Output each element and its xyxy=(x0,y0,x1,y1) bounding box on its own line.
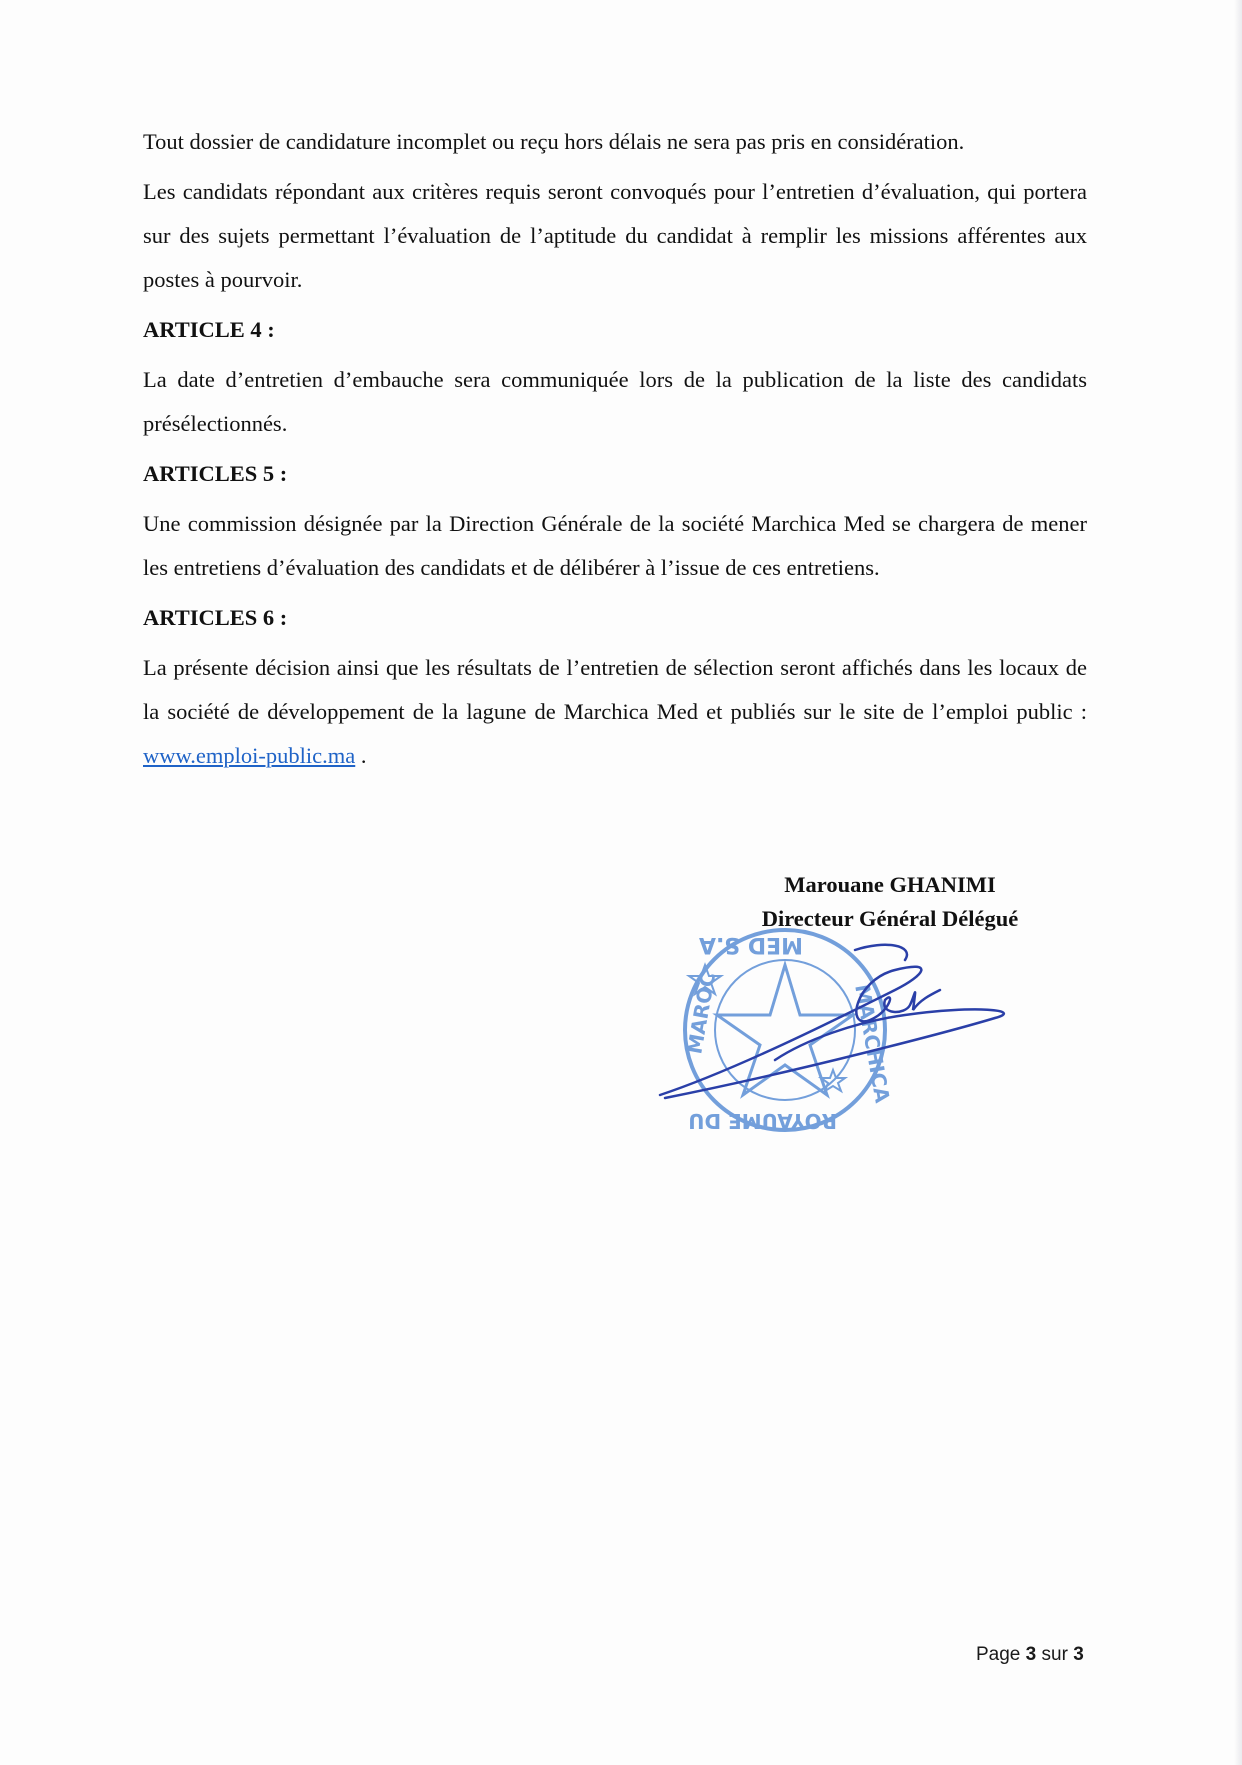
stamp-text-top: MED S.A xyxy=(698,932,803,957)
page-sep: sur xyxy=(1041,1644,1068,1665)
stamp-seal xyxy=(682,930,894,1133)
paragraph-incomplete-dossier: Tout dossier de candidature incomplet ou reçu hors délais ne sera pas pris en considération. xyxy=(143,129,965,154)
stamp-text-left: MAROC xyxy=(682,970,721,1056)
article-6-text xyxy=(143,646,1087,778)
article-6-heading: ARTICLES 6 : xyxy=(143,605,288,630)
article-4-text: La date d’entretien d’embauche sera communiquée lors de la publication de la liste des candidats présélectionnés. xyxy=(143,367,1087,436)
article-5-heading: ARTICLES 5 : xyxy=(143,461,288,486)
article-6-text-main: La présente décision ainsi que les résultats de l’entretien de sélection seront affichés dans les locaux de la société de développement de la lagune de Marchica Med et publiés sur le site de l’emploi public : xyxy=(143,655,1087,724)
page-label: Page xyxy=(976,1644,1021,1665)
page-current: 3 xyxy=(1025,1644,1037,1665)
paragraph-candidates-convocation: Les candidats répondant aux critères requis seront convoqués pour l’entretien d’évaluation, qui portera sur des sujets permettant l’évaluation de l’aptitude du candidat à remplir les missions afférentes aux postes à pourvoir. xyxy=(143,179,1087,292)
stamp-text-right: MARCHICA xyxy=(850,982,895,1105)
page-total: 3 xyxy=(1073,1644,1084,1665)
page-footer xyxy=(976,1644,1084,1666)
document-body xyxy=(143,120,1087,784)
stamp-text-bottom: ROYAUME DU xyxy=(688,1109,837,1133)
star-icon xyxy=(717,965,853,1095)
signatory-title: Directeur Général Délégué xyxy=(761,906,1019,931)
emploi-public-link[interactable]: www.emploi-public.ma xyxy=(143,743,356,768)
article-4-heading: ARTICLE 4 : xyxy=(143,317,275,342)
article-6-text-end: . xyxy=(355,743,367,768)
official-stamp xyxy=(655,920,1055,1160)
article-5-text: Une commission désignée par la Direction Générale de la société Marchica Med se chargera de mener les entretiens d’évaluation des candidats et de délibérer à l’issue de ces entretiens. xyxy=(143,511,1087,580)
signatory-name: Marouane GHANIMI xyxy=(784,872,996,897)
